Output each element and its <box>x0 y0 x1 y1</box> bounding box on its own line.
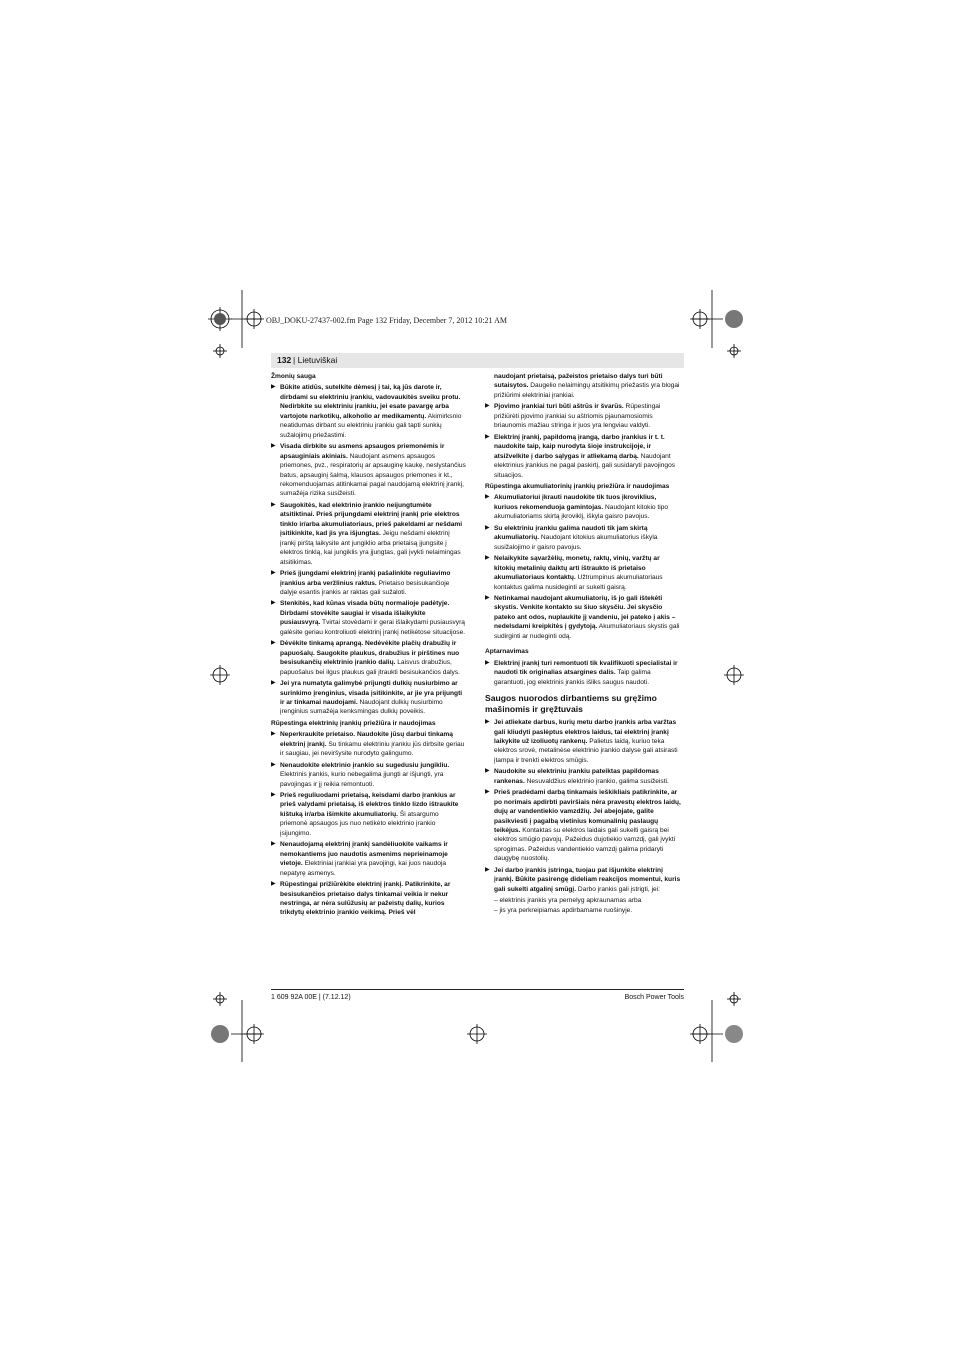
language-name: Lietuviškai <box>297 355 338 365</box>
footer-brand: Bosch Power Tools <box>624 994 684 1001</box>
list-item: ▶ Dėvėkite tinkamą aprangą. Nedėvėkite plačių drabužių ir papuošalų. Saugokite plaukus, drabužius ir pirštines nuo besisukančių elektrinio įrankio dalių. Laisvus drabužius, papuošalus bei ilgus plaukus gali įtraukti besisukančios dalys. <box>271 640 460 676</box>
language-label <box>293 355 337 365</box>
section-title-battery-care: Rūpestinga akumuliatorinių įrankių priežiūra ir naudojimas <box>485 482 670 490</box>
list-item-continued: naudojant prietaisą, pažeistos prietaiso dalys turi būti sutaisytos. Daugelio nelaimingų atsitikimų priežastis yra blogai prižiūrimi elektriniai įrankiai. <box>494 373 680 399</box>
dash-item: – jis yra perkreipiamas apdirbamame ruošinyje. <box>494 906 633 914</box>
list-item: ▶ Jei darbo įrankis įstringa, tuojau pat išjunkite elektrinį įrankį. Būkite pasirengę dideliam reakcijos momentui, kuris gali sukelti atgalinį smūgį. Darbo įrankis gali įstrigti, jei: <box>485 866 681 893</box>
list-item: ▶ Pjovimo įrankiai turi būti aštrūs ir švarūs. Rūpestingai prižiūrėti pjovimo įrankiai su aštriomis pjaunamosiomis briaunomis mažiau stringa ir juos yra lengviau valdyti. <box>485 403 661 430</box>
section-title-tool-care: Rūpestinga elektrinių įrankių priežiūra ir naudojimas <box>271 719 436 727</box>
list-item: ▶ Neperkraukite prietaiso. Naudokite jūsų darbui tinkamą elektrinį įrankį. Su tinkamu elektriniu įrankiu jūs dirbsite geriau ir saugiau, jei neviršysite nurodyto galingumo. <box>271 731 465 758</box>
list-item: ▶ Prieš reguliuodami prietaisą, keisdami darbo įrankius ar prieš valydami prietaisą, iš elektros tinklo lizdo ištraukite kištuką ir/arba išimkite akumuliatorių. Ši atsargumo priemonė apsaugos jus nuo netikėto elektrinio įrankio įsijungimo. <box>271 792 459 837</box>
list-item: ▶ Su elektriniu įrankiu galima naudoti tik jam skirtą akumuliatorių. Naudojant kitokius akumuliatorius iškyla susižalojimo ir gaisro pavojus. <box>485 524 658 551</box>
list-item: ▶ Jei yra numatyta galimybė prijungti dulkių nusiurbimo ar surinkimo įrenginius, visada įsitikinkite, ar jie yra prijungti ir ar tinkamai naudojami. Naudojant dulkių nusiurbimo įrenginius sumažėja kenksmingas dulkių poveikis. <box>271 680 463 716</box>
list-item: ▶ Būkite atidūs, sutelkite dėmesį į tai, ką jūs darote ir, dirbdami su elektriniu įrankiu, vadovaukitės sveiku protu. Nedirbkite su elektriniu įrankiu, jei esate pavargę arba vartojote narkotikų, alkoholio ar medikamentų. Akimirksnio neatidumas dirbant su elektriniu įrankiu gali tapti sunkių sužalojimų priežastimi. <box>271 384 462 439</box>
list-item: ▶ Elektrinį įrankį turi remontuoti tik kvalifikuoti specialistai ir naudoti tik originalias atsargines dalis. Taip galima garantuoti, jog elektrinis įrankis išliks saugus naudoti. <box>485 659 678 686</box>
section-title-service: Aptarnavimas <box>485 648 529 656</box>
list-item: ▶ Nenaudokite elektrinio įrankio su sugedusiu jungikliu. Elektrinis įrankis, kurio nebegalima įjungti ar išjungti, yra pavojingas ir jį reikia remontuoti. <box>271 761 450 788</box>
file-slug: OBJ_DOKU-27437-002.fm Page 132 Friday, December 7, 2012 10:21 AM <box>266 316 508 325</box>
section-title-drill-safety: Saugos nuorodos dirbantiems su gręžimo mašinomis ir gręžtuvais <box>485 693 657 715</box>
header-separator: | <box>293 355 296 365</box>
list-item: ▶ Rūpestingai prižiūrėkite elektrinį įrankį. Patikrinkite, ar besisukančios prietaiso dalys tinkamai veikia ir nekur nestringa, ar nėra sulūžusių ar pažeistų dalių, kurios trikdytų elektrinio įrankio veikimą. Prieš vėl <box>271 881 451 917</box>
footer-doc-code: 1 609 92A 00E | (7.12.12) <box>271 994 351 1001</box>
list-item: ▶ Nelaikykite sąvaržėlių, monetų, raktų, vinių, varžtų ar kitokių metalinių daiktų arti ištraukto iš prietaiso akumuliatoriaus kontaktų. Užtrumpinus akumuliatoriaus kontaktus galima nusideginti ar sukelti gaisrą. <box>485 555 663 591</box>
section-title-personal-safety: Žmonių sauga <box>271 373 316 380</box>
dash-item: – elektrinis įrankis yra pernelyg apkraunamas arba <box>494 897 642 905</box>
list-item: ▶ Elektrinį įrankį, papildomą įrangą, darbo įrankius ir t. t. naudokite taip, kaip nurodyta šioje instrukcijoje, ir atsižvelkite į darbo sąlygas ir atliekamą darbą. Naudojant elektrinius įrankius ne pagal paskirtį, gali susidaryti pavojingos situacijos. <box>485 433 676 479</box>
list-item: ▶ Prieš pradėdami darbą tinkamais ieškikliais patikrinkite, ar po norimais apdirbti paviršiais nėra pravestų elektros laidų, dujų ar vandentiekio vamzdžių. Jei abejojate, galite pasikviesti į pagalbą vietinius komunalinių paslaugų teikėjus. Kontaktas su elektros laidais gali sukelti gaisrą bei elektros smūgio pavojų. Pažeidus dujotiekio vamzdį, gali įvykti sprogimas. Pažeidus vandentiekio vamzdį galima pridaryti daugybę nuostolių. <box>485 789 681 863</box>
list-item: ▶ Naudokite su elektriniu įrankiu pateiktas papildomas rankenas. Nesuvaldžius elektrinio įrankio, galima susižeisti. <box>485 768 669 785</box>
list-item: ▶ Jei atliekate darbus, kurių metu darbo įrankis arba varžtas gali kliudyti paslėptus elektros laidus, tai elektrinį įrankį laikykite už izoliuotų rankenų. Palietus laidą, kuriuo teka elektros srovė, metalinėse elektrinio įrankio dalyse gali atsirasti įtampa ir trenkti elektros smūgis. <box>485 719 678 764</box>
list-item: ▶ Stenkitės, kad kūnas visada būtų normalioje padėtyje. Dirbdami stovėkite saugiai ir visada išlaikykite pusiausvyrą. Tvirtai stovėdami ir gerai išlaikydami pusiausvyrą galėsite geriau kontroliuoti elektrinį įrankį netikėtose situacijose. <box>271 600 466 636</box>
page-number: 132 <box>277 355 292 365</box>
list-item: ▶ Prieš įjungdami elektrinį įrankį pašalinkite reguliavimo įrankius arba veržlinius raktus. Prietaiso besisukančioje dalyje esantis įrankis ar raktas gali sužaloti. <box>271 570 451 596</box>
right-column <box>485 372 681 915</box>
list-item: ▶ Netinkamai naudojant akumuliatorių, iš jo gali ištekėti skystis. Venkite kontakto su šiuo skysčiu. Jei skysčio pateko ant odos, nuplaukite jį vandeniu, jei pateko į akis – nedelsdami kreipkitės į gydytoją. Akumuliatoriaus skystis gali sudirginti ar nudeginti odą. <box>485 594 680 640</box>
list-item: ▶ Akumuliatoriui įkrauti naudokite tik tuos įkroviklius, kuriuos rekomenduoja gamintojas. Naudojant kitokio tipo akumuliatoriams skirtą įkroviklį, iškyla gaisro pavojus. <box>485 494 669 521</box>
footer-rule <box>271 989 684 990</box>
left-column <box>271 372 467 920</box>
list-item: ▶ Saugokitės, kad elektrinio įrankio neijungtumėte atsitiktinai. Prieš prijungdami elektrinį įrankį prie elektros tinklo ir/arba akumuliatoriaus, prieš pakeldami ar nešdami įsitikinkite, kad jis yra išjungtas. Jeigu nešdami elektrinį įrankį pirštą laikysite ant jungiklio arba prietaisą įjungsite į elektros tinklą, kai jungiklis yra įjungtas, gali įvykti nelaimingas atsitikimas. <box>271 501 463 566</box>
list-item: ▶ Nenaudojamą elektrinį įrankį sandėliuokite vaikams ir nemokantiems juo naudotis asmenims neprieinamoje vietoje. Elektriniai įrankiai yra pavojingi, kai juos naudoja nepatyrę asmenys. <box>271 841 448 877</box>
list-item: ▶ Visada dirbkite su asmens apsaugos priemonėmis ir apsauginiais akiniais. Naudojant asmens apsaugos priemones, pvz., respiratorių ar apsauginę kaukę, neslystančius batus, apsauginį šalmą, klausos apsaugos priemones ir kt., rekomenduojamas atitinkamai pagal naudojamą elektrinį įrankį, sumažėja rizika susižeisti. <box>271 443 466 498</box>
